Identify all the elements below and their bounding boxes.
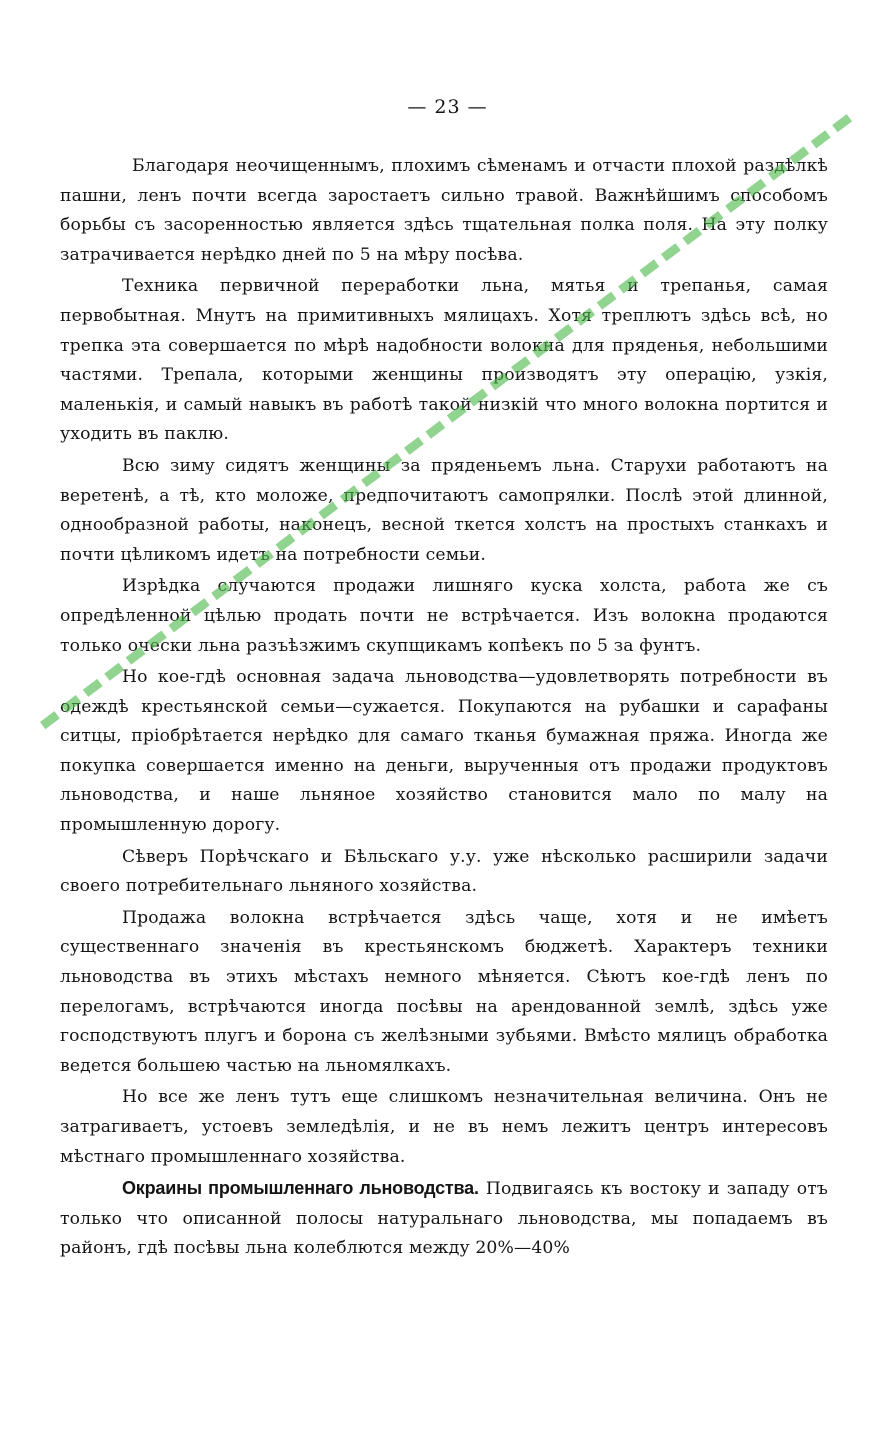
page-number: — 23 —	[407, 96, 488, 118]
paragraph-processing-technique: Техника первичной переработки льна, мятья и трепанья, самая первобытная. Мнутъ на примитивныхъ мялицахъ. Хотя треплютъ здѣсь всѣ, но трепка эта совершается по мѣрѣ надобности волокна для пряденья, небольшими частями. Трепала, которыми женщины производятъ эту операцію, узкія, маленькія, и самый навыкъ въ работѣ такой низкій что много волокна портится и уходить въ паклю.	[60, 276, 828, 445]
paragraph-purchases: Но кое-гдѣ основная задача льноводства—удовлетворять потребности въ одеждѣ крестьянской семьи—сужается. Покупаются на рубашки и сарафаны ситцы, пріобрѣтается нерѣдко для самаго тканья бумажная пряжа. Иногда же покупка совершается именно на деньги, вырученныя отъ продажи продуктовъ льноводства, и наше льняное хозяйство становится мало по малу на промышленную дорогу.	[60, 667, 828, 836]
paragraph-spinning: Всю зиму сидятъ женщины за пряденьемъ льна. Старухи работаютъ на веретенѣ, а тѣ, кто моложе, предпочитаютъ самопрялки. Послѣ этой длинной, однообразной работы, наконецъ, весной ткется холстъ на простыхъ станкахъ и почти цѣликомъ идетъ на потребности семьи.	[60, 455, 828, 565]
paragraph-flax-value: Но все же ленъ тутъ еще слишкомъ незначительная величина. Онъ не затрагиваетъ, устоевъ земледѣлія, и не въ немъ лежитъ центръ интересовъ мѣстнаго промышленнаго хозяйства.	[60, 1087, 828, 1167]
paragraph-outskirts	[60, 1174, 828, 1264]
paragraph-sales: Изрѣдка случаются продажи лишняго куска холста, работа же съ опредѣленной цѣлью продать почти не встрѣчается. Изъ волокна продаются только очески льна разъѣзжимъ скупщикамъ копѣекъ по 5 за фунтъ.	[60, 576, 828, 656]
paragraph-weeds: Благодаря неочищеннымъ, плохимъ сѣменамъ и отчасти плохой раздѣлкѣ пашни, ленъ почти всегда заростаетъ сильно травой. Важнѣйшимъ способомъ борьбы съ засоренностью является здѣсь тщательная полка поля. На эту полку затрачивается нерѣдко дней по 5 на мѣру посѣва.	[60, 156, 828, 265]
paragraph-north-districts: Сѣверъ Порѣчскаго и Бѣльскаго у.у. уже нѣсколько расширили задачи своего потребительнаго льняного хозяйства.	[60, 846, 828, 897]
section-text: Подвигаясь къ востоку и западу отъ только что описанной полосы натуральнаго льноводства, мы попадаемъ въ районъ, гдѣ посѣвы льна колеблются между 20%—40%	[60, 1179, 829, 1259]
text-body	[60, 152, 828, 1266]
section-heading: Окраины промышленнаго льноводства.	[122, 1178, 479, 1199]
paragraph-fiber-sales: Продажа волокна встрѣчается здѣсь чаще, хотя и не имѣетъ существеннаго значенія въ крестьянскомъ бюджетѣ. Характеръ техники льноводства въ этихъ мѣстахъ немного мѣняется. Сѣютъ кое-гдѣ ленъ по перелогамъ, встрѣчаются иногда посѣвы на арендованной землѣ, здѣсь уже господствуютъ плугъ и борона съ желѣзными зубьями. Вмѣсто мялицъ обработка ведется большею частью на льномялкахъ.	[60, 907, 828, 1076]
